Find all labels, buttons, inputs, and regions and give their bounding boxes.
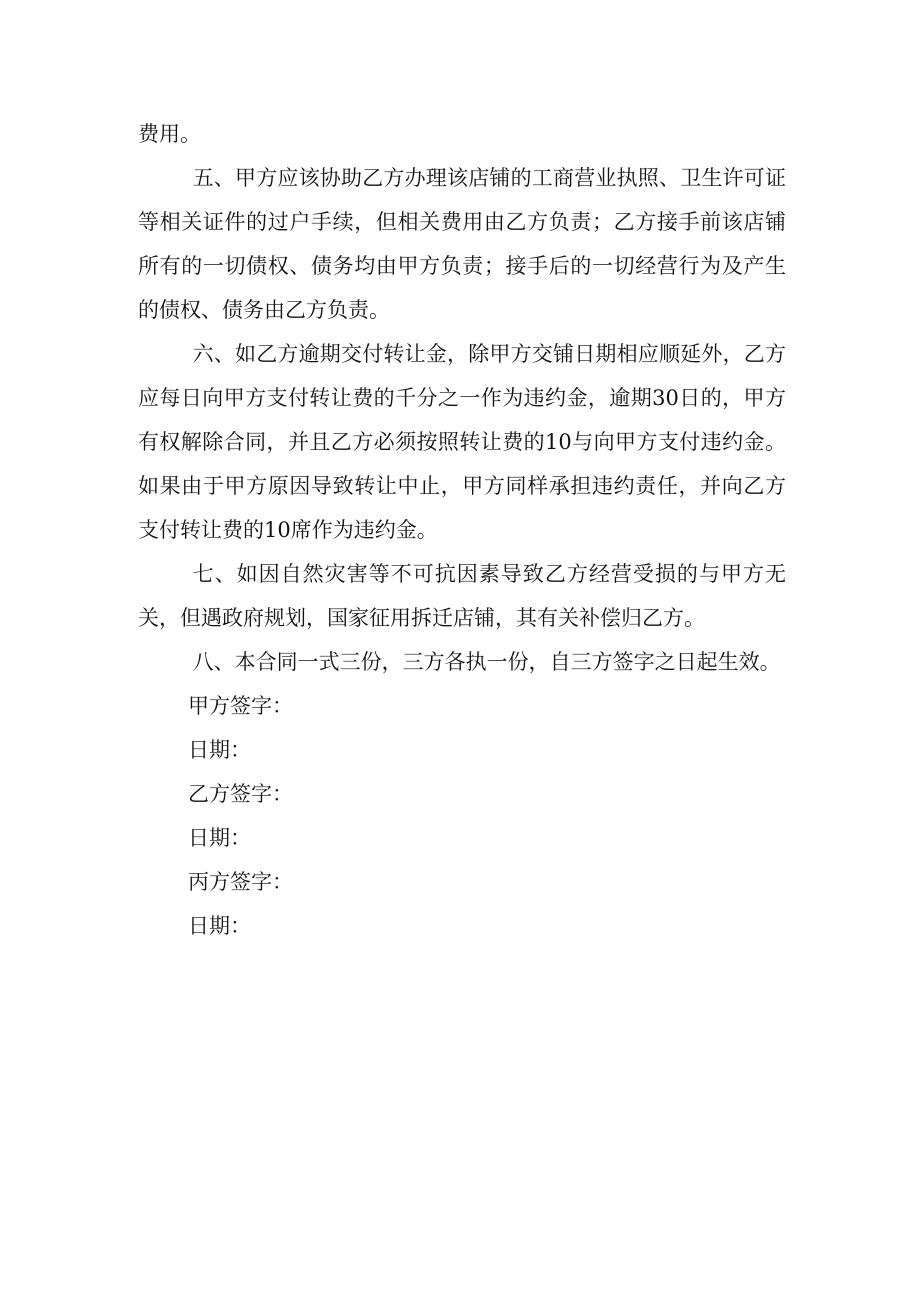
document-body [138,112,786,948]
party-c-date-label: 日期： [188,914,251,938]
clause-eight: 八、本合同一式三份，三方各执一份，自三方签字之日起生效。 [192,650,781,674]
signature-block [138,684,786,948]
party-b-date-label: 日期： [188,826,251,850]
paragraph-fees-continuation: 费用。 [138,122,201,146]
party-c-signature-label: 丙方签字： [188,870,293,894]
party-b-signature-label: 乙方签字： [188,782,293,806]
party-a-date-label: 日期： [188,738,251,762]
clause-five: 五、甲方应该协助乙方办理该店铺的工商营业执照、卫生许可证等相关证件的过户手续，但相关费用由乙方负责；乙方接手前该店铺所有的一切债权、债务均由甲方负责；接手后的一切经营行为及产生的债权、债务由乙方负责。 [138,166,786,322]
clause-seven: 七、如因自然灾害等不可抗因素导致乙方经营受损的与甲方无关，但遇政府规划，国家征用拆迁店铺，其有关补偿归乙方。 [138,562,786,630]
party-a-signature-label: 甲方签字： [188,694,293,718]
clause-six: 六、如乙方逾期交付转让金，除甲方交铺日期相应顺延外，乙方应每日向甲方支付转让费的千分之一作为违约金，逾期30日的，甲方有权解除合同，并且乙方必须按照转让费的10与向甲方支付违约金。如果由于甲方原因导致转让中止，甲方同样承担违约责任，并向乙方支付转让费的10席作为违约金。 [138,342,786,542]
